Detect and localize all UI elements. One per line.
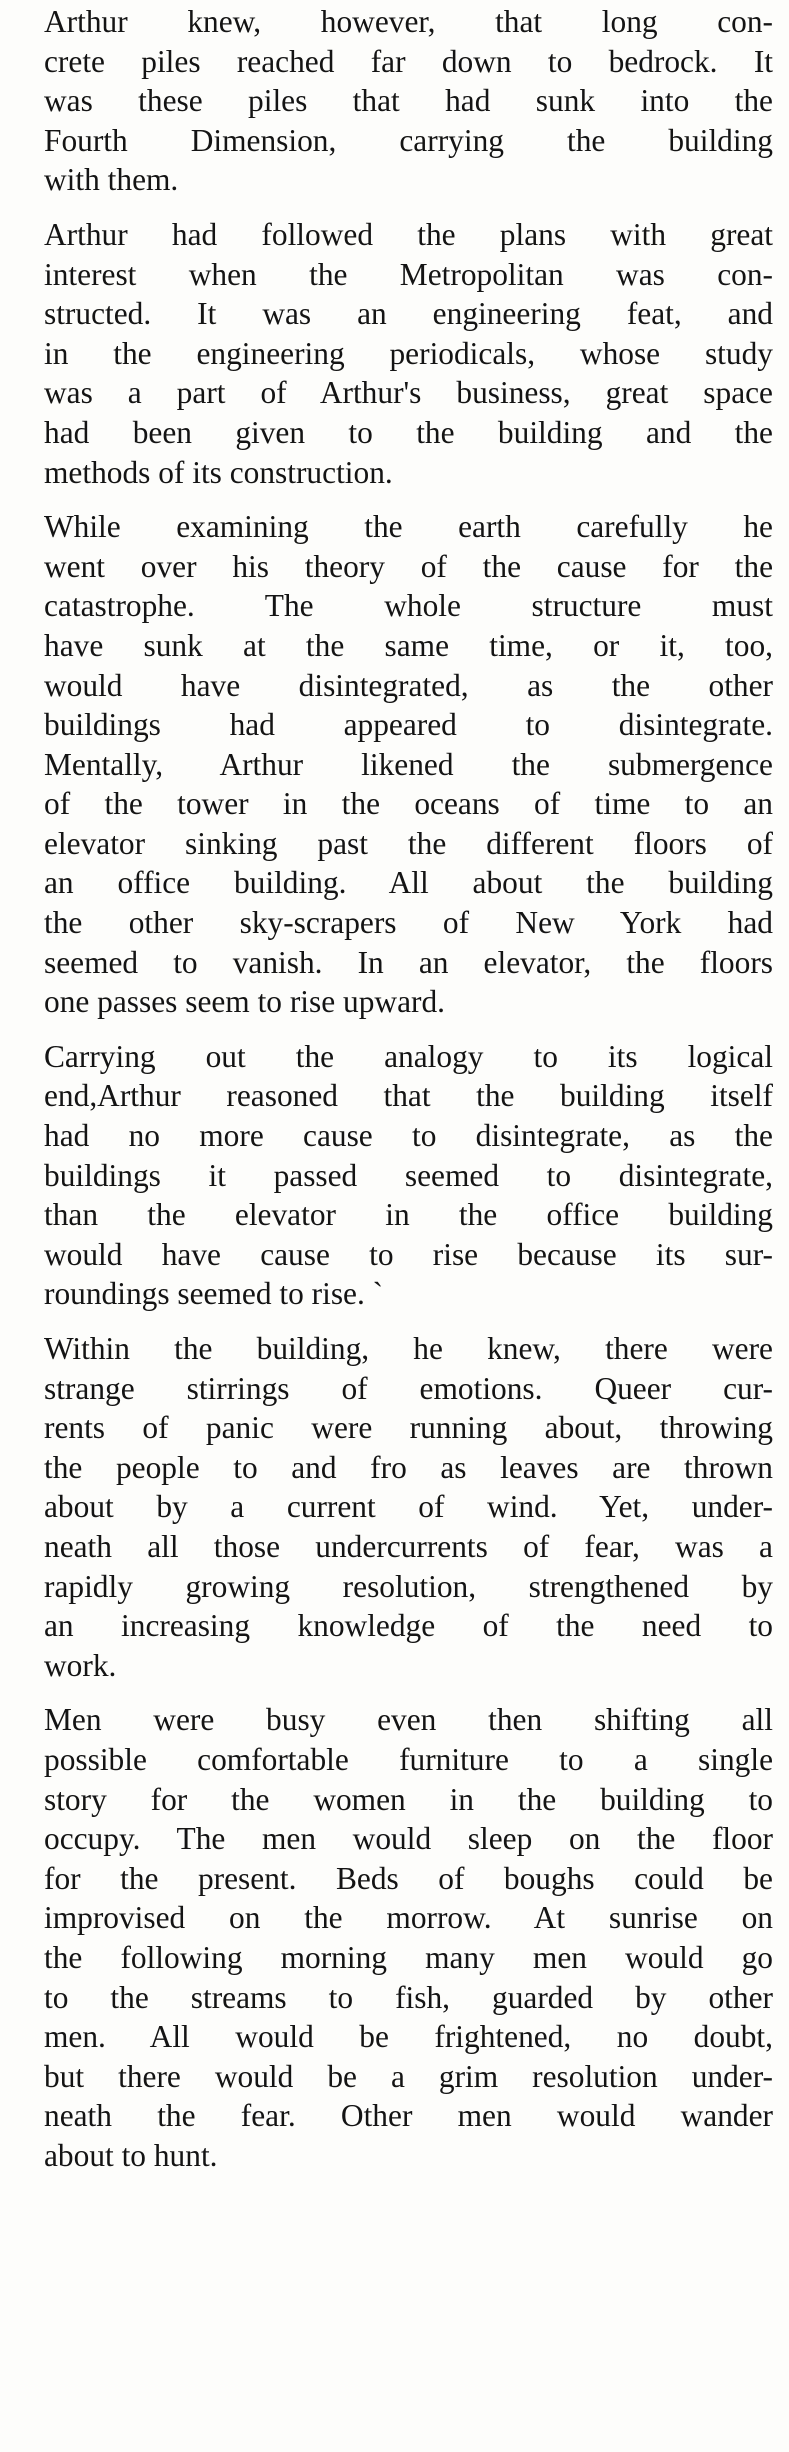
text-line: the other sky-scrapers of New York had: [44, 905, 773, 941]
text-line: interest when the Metropolitan was con-: [44, 256, 773, 292]
text-line: story for the women in the building to: [44, 1781, 773, 1817]
text-line: an increasing knowledge of the need to: [44, 1608, 773, 1644]
text-line: of the tower in the oceans of time to an: [44, 786, 773, 822]
text-line: improvised on the morrow. At sunrise on: [44, 1900, 773, 1936]
text-line: had been given to the building and the: [44, 414, 773, 450]
text-line: buildings had appeared to disintegrate.: [44, 707, 773, 743]
text-line: Mentally, Arthur likened the submergence: [44, 746, 773, 782]
text-line: work.: [44, 1647, 117, 1683]
paragraph: [14, 1329, 773, 1685]
text-line: seemed to vanish. In an elevator, the floors: [44, 944, 773, 980]
text-line: Arthur knew, however, that long con-: [44, 4, 773, 39]
text-line: strange stirrings of emotions. Queer cur-: [44, 1370, 773, 1406]
text-line: Carrying out the analogy to its logical: [44, 1038, 773, 1074]
text-line: neath all those undercurrents of fear, was a: [44, 1528, 773, 1564]
text-line: had no more cause to disintegrate, as the: [44, 1118, 773, 1154]
text-line: to the streams to fish, guarded by other: [44, 1979, 773, 2015]
text-line: about to hunt.: [44, 2137, 218, 2173]
text-line: Arthur had followed the plans with great: [44, 216, 773, 252]
text-line: end,Arthur reasoned that the building itself: [44, 1078, 773, 1114]
text-line: was a part of Arthur's business, great space: [44, 375, 773, 411]
text-line: the people to and fro as leaves are thrown: [44, 1449, 773, 1485]
text-line: rapidly growing resolution, strengthened by: [44, 1568, 773, 1604]
text-line: for the present. Beds of boughs could be: [44, 1860, 773, 1896]
text-line: elevator sinking past the different floors of: [44, 825, 773, 861]
text-line: crete piles reached far down to bedrock. It: [44, 43, 773, 79]
paragraph: [14, 215, 773, 492]
text-line: Fourth Dimension, carrying the building: [44, 122, 773, 158]
text-line: rents of panic were running about, throwing: [44, 1410, 773, 1446]
text-line: structed. It was an engineering feat, and: [44, 296, 773, 332]
text-line: buildings it passed seemed to disintegrate,: [44, 1157, 773, 1193]
paragraph: [14, 1700, 773, 2175]
text-line: in the engineering periodicals, whose study: [44, 335, 773, 371]
text-line: was these piles that had sunk into the: [44, 83, 773, 119]
text-line: have sunk at the same time, or it, too,: [44, 627, 773, 663]
text-line: would have disintegrated, as the other: [44, 667, 773, 703]
paragraph: [14, 507, 773, 1022]
text-line: but there would be a grim resolution under-: [44, 2058, 773, 2094]
text-line: the following morning many men would go: [44, 1939, 773, 1975]
text-line: occupy. The men would sleep on the floor: [44, 1821, 773, 1857]
text-line: men. All would be frightened, no doubt,: [44, 2019, 773, 2055]
text-line: catastrophe. The whole structure must: [44, 588, 773, 624]
paragraph: [14, 1037, 773, 1314]
text-line: an office building. All about the building: [44, 865, 773, 901]
text-column: [14, 2, 773, 2175]
text-line: than the elevator in the office building: [44, 1197, 773, 1233]
text-line: about by a current of wind. Yet, under-: [44, 1489, 773, 1525]
text-line: would have cause to rise because its sur-: [44, 1236, 773, 1272]
text-line: with them.: [44, 162, 179, 198]
text-line: methods of its construction.: [44, 454, 393, 490]
text-line: Within the building, he knew, there were: [44, 1331, 773, 1366]
text-line: one passes seem to rise upward.: [44, 984, 445, 1020]
paragraph: [14, 2, 773, 200]
text-line: neath the fear. Other men would wander: [44, 2098, 773, 2134]
text-line: possible comfortable furniture to a single: [44, 1741, 773, 1777]
text-line: went over his theory of the cause for the: [44, 548, 773, 584]
text-line: Men were busy even then shifting all: [44, 1702, 773, 1738]
text-line: While examining the earth carefully he: [44, 509, 773, 545]
text-line: roundings seemed to rise. `: [44, 1276, 384, 1312]
